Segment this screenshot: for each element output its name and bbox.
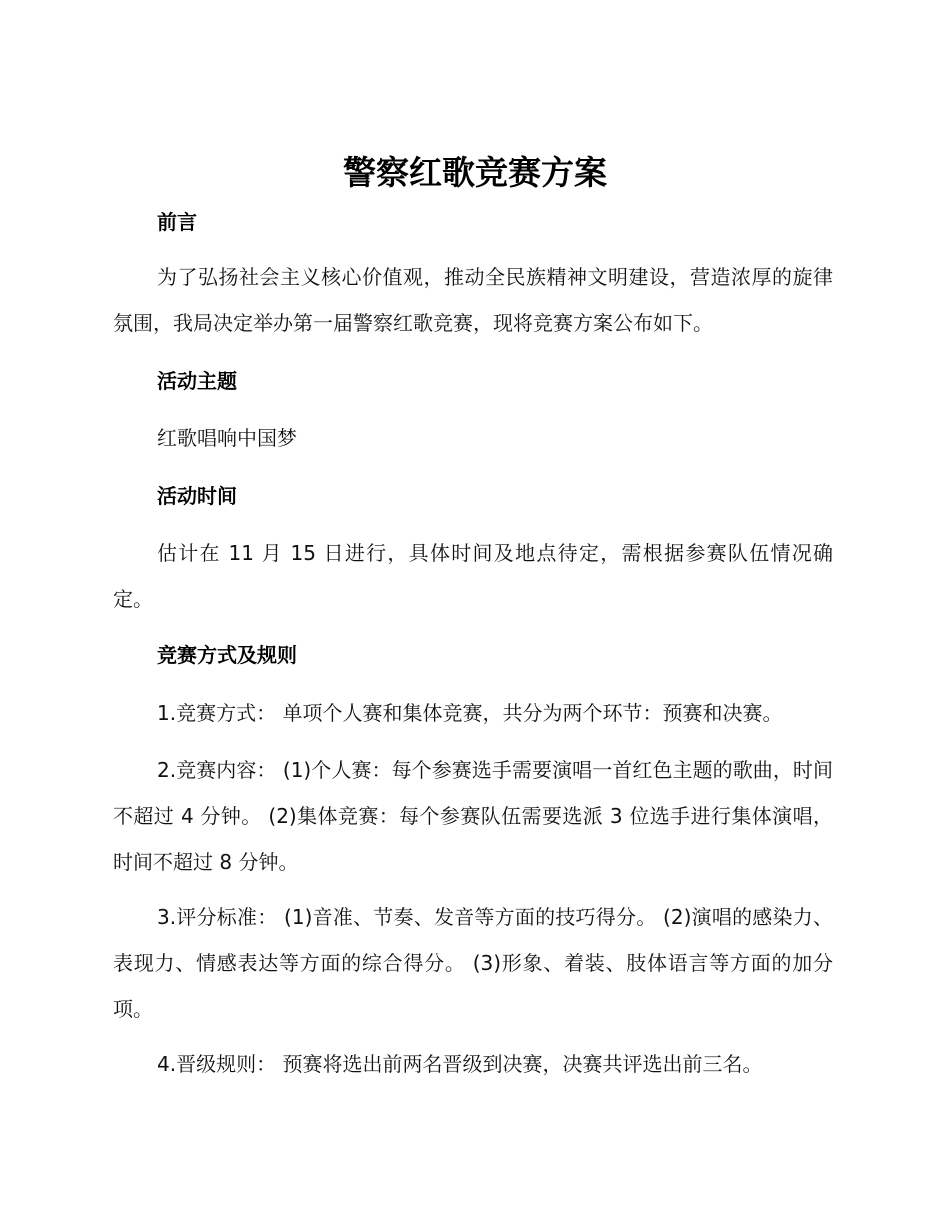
preface-paragraph: 为了弘扬社会主义核心价值观，推动全民族精神文明建设，营造浓厚的旋律氛围，我局决定举办第一届警察红歌竞赛，现将竞赛方案公布如下。 — [113, 265, 833, 335]
theme-paragraph: 红歌唱响中国梦 — [157, 426, 297, 450]
section-heading-theme: 活动主题 — [157, 369, 237, 393]
rules-item-2: 2.竞赛内容： (1)个人赛：每个参赛选手需要演唱一首红色主题的歌曲，时间不超过 4 分钟。 (2)集体竞赛：每个参赛队伍需要选派 3 位选手进行集体演唱，时间不超过 8 分钟。 — [113, 758, 833, 874]
rules-item-4: 4.晋级规则： 预赛将选出前两名晋级到决赛，决赛共评选出前三名。 — [157, 1052, 763, 1076]
time-paragraph: 估计在 11 月 15 日进行，具体时间及地点待定，需根据参赛队伍情况确定。 — [113, 541, 833, 611]
section-heading-preface: 前言 — [157, 210, 197, 234]
section-heading-rules: 竞赛方式及规则 — [157, 643, 297, 667]
rules-item-3: 3.评分标准： (1)音准、节奏、发音等方面的技巧得分。 (2)演唱的感染力、表现力、情感表达等方面的综合得分。 (3)形象、着装、肢体语言等方面的加分项。 — [113, 905, 833, 1021]
document-title: 警察红歌竞赛方案 — [343, 153, 607, 192]
section-heading-time: 活动时间 — [157, 484, 237, 508]
rules-item-1: 1.竞赛方式： 单项个人赛和集体竞赛，共分为两个环节：预赛和决赛。 — [157, 701, 783, 725]
